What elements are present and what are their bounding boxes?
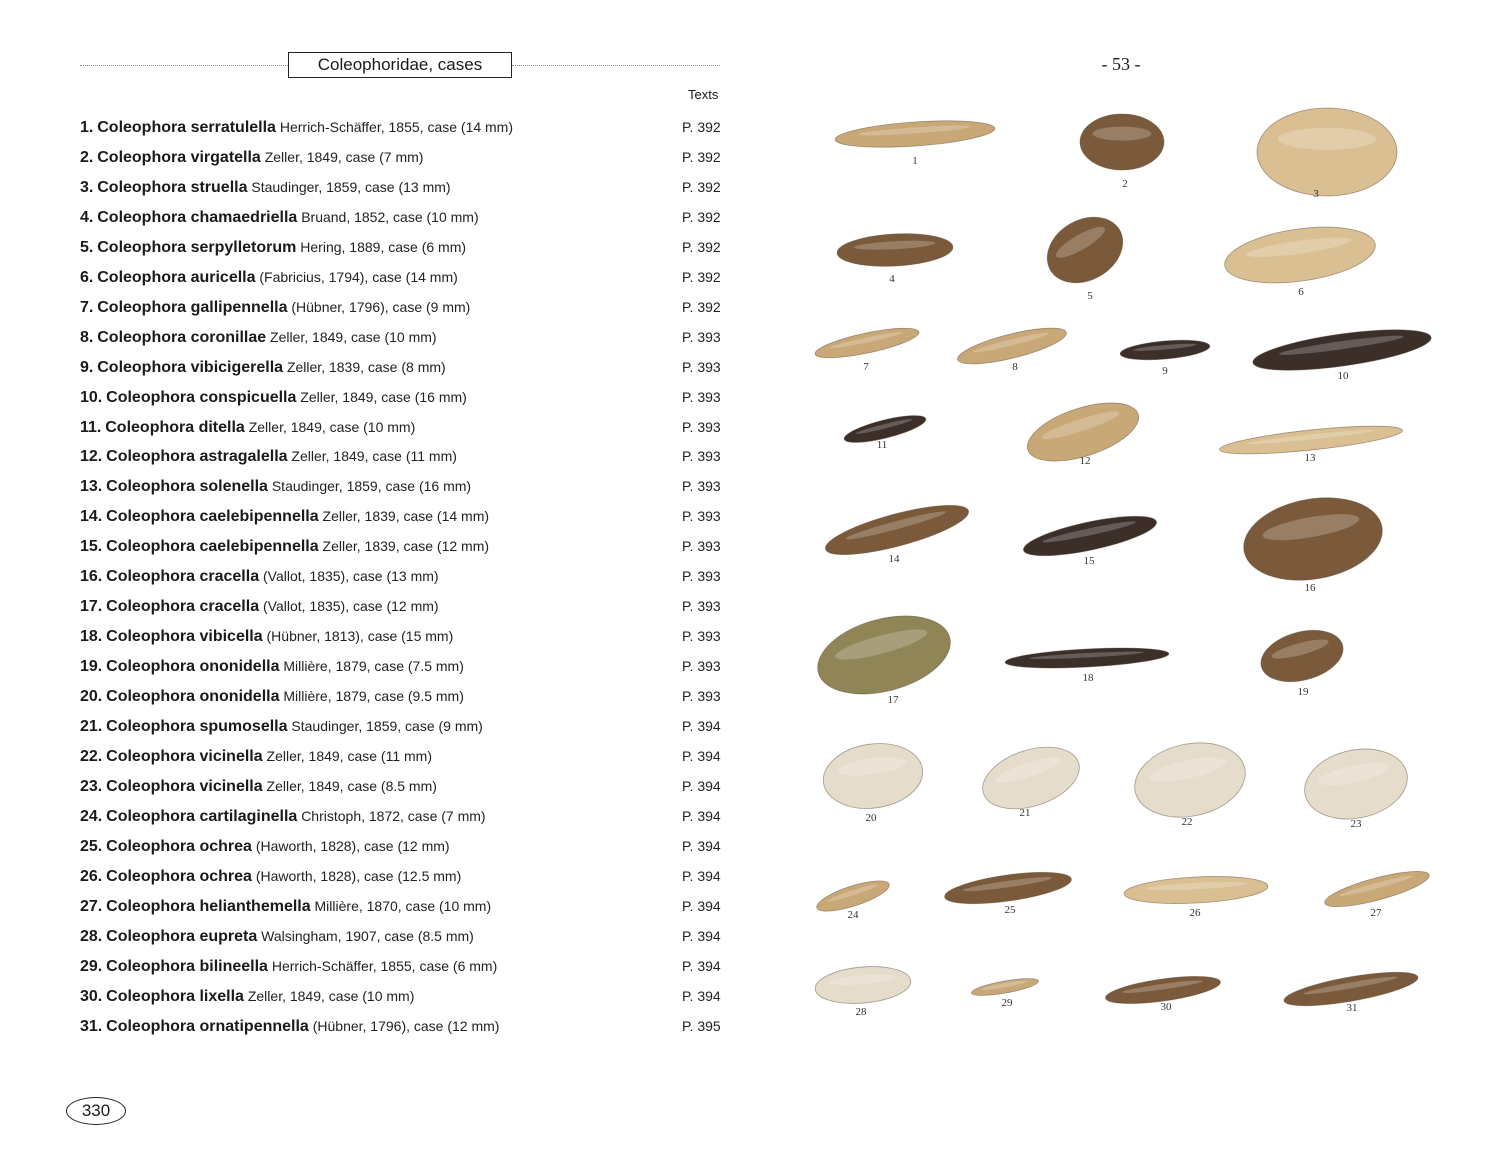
author-year-size: Millière, 1879, case (9.5 mm) <box>283 688 464 705</box>
page-reference: P. 394 <box>682 777 721 794</box>
case-specimen <box>1035 204 1134 302</box>
list-item <box>80 237 720 267</box>
entry-number: 26. <box>80 867 103 885</box>
page-reference: P. 393 <box>682 508 721 525</box>
species-name: Coleophora coronillae <box>97 328 267 346</box>
list-item <box>80 117 720 147</box>
entry-number: 12. <box>80 448 103 466</box>
case-caption: 3 <box>1313 188 1319 200</box>
author-year-size: Herrich-Schäffer, 1855, case (14 mm) <box>279 119 514 135</box>
case-caption: 11 <box>876 439 888 451</box>
list-item <box>80 387 720 417</box>
entry-number: 18. <box>80 628 103 646</box>
species-name: Coleophora vicinella <box>106 777 263 795</box>
species-name: Coleophora ononidella <box>106 658 280 676</box>
page-reference: P. 393 <box>682 688 721 705</box>
author-year-size: Walsingham, 1907, case (8.5 mm) <box>261 927 474 944</box>
case-caption: 19 <box>1297 686 1309 698</box>
species-name: Coleophora caelebipennella <box>106 508 319 526</box>
author-year-size: Zeller, 1849, case (11 mm) <box>266 747 432 764</box>
page-reference: P. 394 <box>682 807 721 824</box>
page-reference: P. 394 <box>682 747 721 764</box>
entry-number: 30. <box>80 987 103 1005</box>
species-name: Coleophora lixella <box>106 987 244 1005</box>
entry-number: 15. <box>80 538 103 556</box>
page-reference: P. 392 <box>682 298 721 315</box>
author-year-size: Staudinger, 1859, case (13 mm) <box>251 178 451 195</box>
case-caption: 1 <box>912 155 918 167</box>
case-image <box>814 963 913 1007</box>
case-image <box>1257 108 1397 196</box>
list-item <box>80 417 720 447</box>
page-reference: P. 394 <box>682 718 721 734</box>
species-name: Coleophora astragalella <box>106 448 288 466</box>
species-name: Coleophora cartilaginella <box>106 807 298 825</box>
case-specimen <box>821 495 972 565</box>
author-year-size: Zeller, 1839, case (14 mm) <box>322 508 490 525</box>
page-reference: P. 392 <box>682 208 721 225</box>
list-item <box>80 656 720 686</box>
case-image <box>1221 219 1379 292</box>
entry-number: 13. <box>80 478 103 496</box>
list-item <box>80 746 720 776</box>
species-name: Coleophora spumosella <box>106 718 288 735</box>
entry-number: 24. <box>80 807 103 825</box>
page-reference: P. 392 <box>682 148 721 165</box>
entry-number: 21. <box>80 718 103 735</box>
list-item <box>80 357 720 387</box>
case-image <box>1298 740 1414 828</box>
author-year-size: Zeller, 1849, case (7 mm) <box>264 148 424 165</box>
author-year-size: Zeller, 1849, case (11 mm) <box>291 448 457 465</box>
species-name: Coleophora struella <box>97 178 248 196</box>
list-item <box>80 926 720 956</box>
case-caption: 8 <box>1012 361 1018 373</box>
entry-number: 23. <box>80 777 103 795</box>
list-item <box>80 267 720 297</box>
list-item <box>80 896 720 926</box>
case-caption: 26 <box>1189 907 1201 919</box>
list-item <box>80 806 720 836</box>
case-specimen <box>1123 873 1268 919</box>
entry-number: 29. <box>80 957 103 975</box>
author-year-size: Zeller, 1849, case (10 mm) <box>248 418 416 435</box>
case-specimen <box>813 322 921 373</box>
page-reference: P. 394 <box>682 837 721 854</box>
entry-number: 16. <box>80 568 103 586</box>
species-name: Coleophora ornatipennella <box>106 1017 309 1035</box>
list-item <box>80 536 720 566</box>
entry-number: 7. <box>80 298 94 316</box>
author-year-size: Bruand, 1852, case (10 mm) <box>301 208 479 225</box>
author-year-size: Staudinger, 1859, case (9 mm) <box>291 718 483 734</box>
case-specimen <box>814 875 892 921</box>
author-year-size: Zeller, 1849, case (8.5 mm) <box>266 777 437 794</box>
species-name: Coleophora serratulella <box>97 119 276 136</box>
list-item <box>80 446 720 476</box>
page-reference: P. 393 <box>682 478 721 495</box>
case-image <box>1123 873 1268 907</box>
case-image <box>819 737 927 814</box>
page-reference: P. 393 <box>682 538 721 555</box>
case-specimen <box>1005 645 1170 684</box>
case-specimen <box>834 116 995 167</box>
species-name: Coleophora auricella <box>97 268 256 286</box>
page-reference: P. 392 <box>682 238 721 255</box>
entry-number: 3. <box>80 178 94 196</box>
case-image <box>1255 622 1349 690</box>
case-caption: 22 <box>1181 816 1193 828</box>
author-year-size: (Vallot, 1835), case (13 mm) <box>262 568 439 585</box>
species-name: Coleophora virgatella <box>97 148 261 166</box>
entry-number: 22. <box>80 747 103 765</box>
case-specimen <box>1218 420 1403 464</box>
case-caption: 16 <box>1304 582 1316 594</box>
author-year-size: (Vallot, 1835), case (12 mm) <box>262 598 439 615</box>
author-year-size: Zeller, 1849, case (10 mm) <box>270 328 437 345</box>
author-year-size: Hering, 1889, case (6 mm) <box>300 238 467 255</box>
case-specimen <box>1237 487 1389 594</box>
entry-number: 11. <box>80 418 102 436</box>
entry-number: 17. <box>80 598 103 616</box>
list-item <box>80 476 720 506</box>
entry-number: 6. <box>80 268 94 286</box>
page-reference: P. 393 <box>682 658 721 675</box>
header-rule-right <box>512 65 720 66</box>
case-specimen <box>1221 219 1379 298</box>
case-caption: 5 <box>1087 290 1093 302</box>
page-reference: P. 393 <box>682 628 721 645</box>
case-image <box>834 116 995 151</box>
species-name: Coleophora ochrea <box>106 867 252 885</box>
list-item <box>80 596 720 626</box>
right-page-number: - 53 - <box>1101 54 1141 74</box>
list-item <box>80 626 720 656</box>
page-reference: P. 393 <box>682 598 721 615</box>
case-specimen <box>943 866 1073 916</box>
author-year-size: (Hübner, 1796), case (9 mm) <box>291 298 471 315</box>
list-item <box>80 177 720 207</box>
page-reference: P. 392 <box>682 178 721 195</box>
species-name: Coleophora gallipennella <box>97 298 288 316</box>
case-caption: 23 <box>1350 818 1362 830</box>
case-caption: 27 <box>1370 907 1382 919</box>
case-specimen <box>1251 322 1434 382</box>
entry-number: 19. <box>80 658 103 676</box>
case-specimen <box>1104 971 1222 1013</box>
list-item <box>80 147 720 177</box>
cases-plate <box>760 90 1460 1040</box>
entry-number: 27. <box>80 897 103 915</box>
case-specimen <box>814 963 913 1018</box>
case-specimen <box>1119 337 1210 377</box>
case-caption: 13 <box>1304 452 1316 464</box>
species-name: Coleophora vibicella <box>106 628 263 646</box>
author-year-size: (Haworth, 1828), case (12 mm) <box>255 837 450 854</box>
case-image <box>836 231 954 269</box>
entry-number: 5. <box>80 238 94 256</box>
page-reference: P. 392 <box>682 268 721 285</box>
author-year-size: Millière, 1879, case (7.5 mm) <box>283 658 464 675</box>
case-specimen <box>970 975 1039 1009</box>
page-reference: P. 393 <box>682 448 721 465</box>
list-item <box>80 327 720 357</box>
list-item <box>80 716 720 746</box>
author-year-size: Millière, 1870, case (10 mm) <box>314 897 492 914</box>
case-caption: 18 <box>1082 672 1094 684</box>
header-rule-left <box>80 65 288 66</box>
case-specimen <box>1282 965 1420 1014</box>
case-caption: 20 <box>865 812 877 824</box>
entry-number: 4. <box>80 208 94 226</box>
case-caption: 25 <box>1004 904 1016 916</box>
page-reference: P. 394 <box>682 987 721 1004</box>
case-caption: 2 <box>1122 178 1128 190</box>
case-caption: 6 <box>1298 286 1304 298</box>
case-specimen <box>1020 391 1145 472</box>
page-reference: P. 395 <box>682 1017 721 1034</box>
case-caption: 10 <box>1337 370 1349 382</box>
case-image <box>813 322 921 364</box>
case-caption: 4 <box>889 273 895 285</box>
list-item <box>80 566 720 596</box>
case-image <box>1005 645 1170 672</box>
species-name: Coleophora cracella <box>106 568 260 586</box>
case-caption: 21 <box>1019 807 1031 819</box>
case-image <box>1128 733 1253 827</box>
section-title: Coleophoridae, cases <box>288 52 512 78</box>
species-name: Coleophora caelebipennella <box>106 538 319 556</box>
author-year-size: (Hübner, 1813), case (15 mm) <box>266 628 454 645</box>
entry-number: 10. <box>80 388 103 406</box>
species-name: Coleophora bilineella <box>106 957 268 975</box>
case-image <box>1237 487 1389 590</box>
case-specimen <box>1128 733 1253 828</box>
left-page-number: 330 <box>66 1097 126 1125</box>
case-caption: 14 <box>888 553 900 565</box>
list-item <box>80 297 720 327</box>
entry-number: 14. <box>80 508 103 526</box>
author-year-size: (Haworth, 1828), case (12.5 mm) <box>255 867 462 884</box>
case-specimen <box>836 231 954 285</box>
case-highlight <box>1278 128 1376 150</box>
species-name: Coleophora serpylletorum <box>97 238 297 256</box>
case-specimen <box>975 736 1087 820</box>
case-image <box>809 603 959 708</box>
case-specimen <box>1021 508 1160 567</box>
case-specimen <box>1298 740 1414 830</box>
author-year-size: Zeller, 1849, case (10 mm) <box>247 987 415 1004</box>
case-caption: 28 <box>855 1006 867 1018</box>
case-specimen <box>1257 108 1397 200</box>
case-caption: 12 <box>1079 455 1091 467</box>
case-image <box>1035 204 1134 296</box>
author-year-size: Zeller, 1849, case (16 mm) <box>300 388 467 405</box>
page-reference: P. 394 <box>682 927 721 944</box>
entry-number: 28. <box>80 927 103 945</box>
page-reference: P. 394 <box>682 957 721 974</box>
page-reference: P. 393 <box>682 418 721 435</box>
species-name: Coleophora solenella <box>106 478 268 496</box>
case-specimen <box>1322 864 1432 919</box>
species-name: Coleophora ononidella <box>106 688 280 706</box>
species-name: Coleophora helianthemella <box>106 897 311 915</box>
case-caption: 15 <box>1083 555 1095 567</box>
list-item <box>80 956 720 986</box>
species-name: Coleophora ochrea <box>106 837 252 855</box>
case-caption: 30 <box>1160 1001 1172 1013</box>
list-item <box>80 1016 720 1046</box>
species-name: Coleophora cracella <box>106 598 260 616</box>
page-reference: P. 393 <box>682 358 721 375</box>
author-year-size: Zeller, 1839, case (12 mm) <box>322 538 490 555</box>
entry-number: 1. <box>80 119 94 136</box>
page-reference: P. 394 <box>682 897 721 914</box>
case-image <box>1119 337 1210 363</box>
case-caption: 24 <box>847 909 859 921</box>
list-item <box>80 866 720 896</box>
list-item <box>80 836 720 866</box>
case-specimen <box>809 603 959 708</box>
case-image <box>975 736 1087 820</box>
author-year-size: (Hübner, 1796), case (12 mm) <box>312 1017 500 1034</box>
species-name: Coleophora vicinella <box>106 747 263 765</box>
entry-number: 2. <box>80 148 94 166</box>
author-year-size: Christoph, 1872, case (7 mm) <box>301 807 486 824</box>
case-image <box>1080 114 1164 170</box>
case-caption: 17 <box>887 694 899 706</box>
case-caption: 31 <box>1346 1002 1358 1014</box>
author-year-size: Zeller, 1839, case (8 mm) <box>286 358 446 375</box>
case-specimen <box>955 321 1069 373</box>
author-year-size: Staudinger, 1859, case (16 mm) <box>271 478 472 495</box>
list-item <box>80 776 720 806</box>
case-specimen <box>1255 622 1349 698</box>
list-item <box>80 207 720 237</box>
list-item <box>80 686 720 716</box>
list-item <box>80 506 720 536</box>
species-name: Coleophora vibicigerella <box>97 358 284 376</box>
case-specimen <box>842 410 928 451</box>
species-name: Coleophora conspicuella <box>106 388 297 406</box>
entry-number: 9. <box>80 358 94 376</box>
entry-number: 20. <box>80 688 103 706</box>
species-name: Coleophora eupreta <box>106 927 258 945</box>
page-reference: P. 392 <box>682 119 721 135</box>
author-year-size: Herrich-Schäffer, 1855, case (6 mm) <box>271 957 498 974</box>
page-reference: P. 393 <box>682 568 721 585</box>
case-caption: 29 <box>1001 997 1013 1009</box>
case-caption: 7 <box>863 361 869 373</box>
page-reference: P. 393 <box>682 388 721 405</box>
entry-number: 25. <box>80 837 103 855</box>
case-caption: 9 <box>1162 365 1168 377</box>
list-item <box>80 986 720 1016</box>
case-highlight <box>1093 127 1152 141</box>
case-specimen <box>1080 114 1164 190</box>
species-name: Coleophora chamaedriella <box>97 208 298 226</box>
page-reference: P. 394 <box>682 867 721 884</box>
entry-number: 8. <box>80 328 94 346</box>
species-name: Coleophora ditella <box>105 418 245 436</box>
page-reference: P. 393 <box>682 328 721 345</box>
author-year-size: (Fabricius, 1794), case (14 mm) <box>259 268 458 285</box>
case-specimen <box>819 737 927 824</box>
texts-column-header: Texts <box>688 87 719 102</box>
entry-number: 31. <box>80 1017 103 1035</box>
